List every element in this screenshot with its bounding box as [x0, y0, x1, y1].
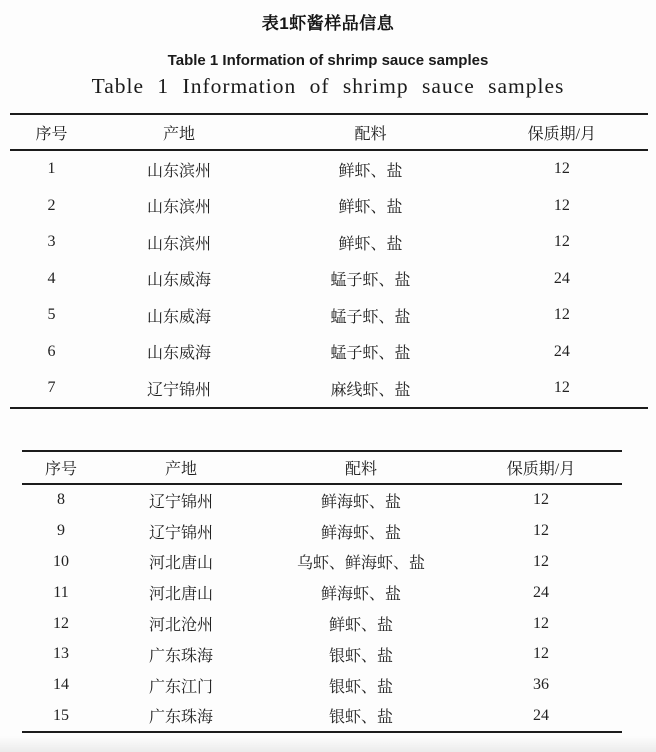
table-cell: 7 [47, 379, 56, 397]
header-cell: 配料 [354, 125, 387, 143]
table-cell: 银虾、盐 [328, 647, 393, 665]
table-cell: 辽宁锦州 [148, 524, 213, 542]
table-header-row [10, 115, 648, 151]
table-cell: 河北沧州 [148, 617, 213, 635]
table-cell: 2 [47, 196, 56, 214]
table-row [22, 670, 622, 701]
table-cell: 10 [53, 552, 69, 570]
table-row [22, 485, 622, 516]
header-cell: 产地 [163, 125, 196, 143]
shrimp-sauce-table-part1 [10, 113, 648, 409]
table-cell: 8 [57, 491, 65, 509]
table-cell: 广东珠海 [148, 647, 213, 665]
table-title-english-serif: Table 1 Information of shrimp sauce samples [91, 74, 565, 98]
table-cell: 36 [533, 676, 549, 694]
table-row [10, 188, 648, 225]
table-cell: 鲜虾、盐 [338, 199, 403, 217]
table-cell: 鲜虾、盐 [338, 235, 403, 253]
table-cell: 12 [533, 491, 549, 509]
table-row [10, 261, 648, 298]
table-cell: 1 [47, 160, 56, 178]
table-body [22, 485, 622, 731]
table-cell: 12 [553, 379, 570, 397]
table-cell: 山东威海 [147, 308, 212, 326]
table-cell: 12 [553, 160, 570, 178]
table-cell: 12 [553, 196, 570, 214]
table-cell: 24 [553, 269, 570, 287]
table-cell: 24 [533, 706, 549, 724]
table-title-english-bold: Table 1 Information of shrimp sauce samples [167, 52, 489, 69]
table-cell: 山东威海 [147, 272, 212, 290]
table-cell: 麻线虾、盐 [330, 381, 411, 399]
table-cell: 广东珠海 [148, 709, 213, 727]
table-cell: 银虾、盐 [328, 709, 393, 727]
table-cell: 12 [53, 614, 69, 632]
table-cell: 12 [553, 306, 570, 324]
table-cell: 鲜海虾、盐 [320, 586, 401, 604]
table-row [22, 547, 622, 578]
table-cell: 辽宁锦州 [148, 493, 213, 511]
table-cell: 11 [53, 583, 69, 601]
table-row [10, 297, 648, 334]
table-row [10, 334, 648, 371]
table-row [22, 577, 622, 608]
table-cell: 12 [533, 552, 549, 570]
header-cell: 保质期/月 [527, 125, 597, 143]
table-cell: 12 [533, 645, 549, 663]
table-cell: 13 [53, 645, 69, 663]
table-cell: 5 [47, 306, 56, 324]
table-cell: 12 [553, 233, 570, 251]
table-cell: 12 [533, 614, 549, 632]
table-row [22, 701, 622, 732]
shrimp-sauce-table-part2 [22, 450, 622, 733]
header-cell: 配料 [344, 461, 377, 478]
table-row [22, 639, 622, 670]
table-cell: 乌虾、鲜海虾、盐 [296, 555, 425, 573]
table-cell: 河北唐山 [148, 586, 213, 604]
table-row [22, 516, 622, 547]
table-cell: 9 [57, 522, 65, 540]
table-cell: 蜢子虾、盐 [330, 272, 411, 290]
table-cell: 24 [533, 583, 549, 601]
table-cell: 银虾、盐 [328, 678, 393, 696]
table-title-chinese: 表1虾酱样品信息 [261, 14, 395, 33]
table-cell: 12 [533, 522, 549, 540]
table-cell: 4 [47, 269, 56, 287]
table-row [10, 224, 648, 261]
table-cell: 蜢子虾、盐 [330, 345, 411, 363]
table-cell: 山东威海 [147, 345, 212, 363]
table-cell: 广东江门 [148, 678, 213, 696]
table-cell: 3 [47, 233, 56, 251]
table-cell: 14 [53, 676, 69, 694]
table-header-row [22, 452, 622, 485]
table-cell: 蜢子虾、盐 [330, 308, 411, 326]
table-cell: 山东滨州 [147, 162, 212, 180]
header-cell: 序号 [44, 461, 77, 478]
table-cell: 6 [47, 342, 56, 360]
table-cell: 辽宁锦州 [147, 381, 212, 399]
header-cell: 产地 [164, 461, 197, 478]
table-cell: 鲜虾、盐 [338, 162, 403, 180]
table-cell: 河北唐山 [148, 555, 213, 573]
table-cell: 鲜海虾、盐 [320, 524, 401, 542]
table-row [22, 608, 622, 639]
table-cell: 15 [53, 706, 69, 724]
table-cell: 24 [553, 342, 570, 360]
header-cell: 保质期/月 [506, 461, 576, 478]
table-cell: 山东滨州 [147, 199, 212, 217]
table-row [10, 151, 648, 188]
table-cell: 鲜海虾、盐 [320, 493, 401, 511]
table-cell: 山东滨州 [147, 235, 212, 253]
table-cell: 鲜虾、盐 [328, 617, 393, 635]
table-body [10, 151, 648, 407]
table-row [10, 370, 648, 407]
header-cell: 序号 [35, 125, 68, 143]
